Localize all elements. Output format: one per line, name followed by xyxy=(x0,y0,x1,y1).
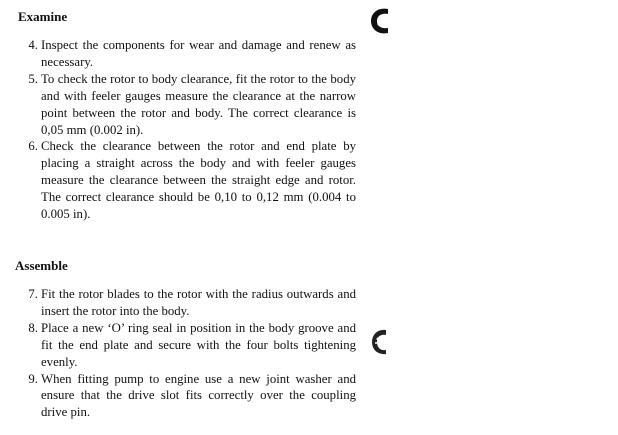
item-text: Check the clearance between the rotor and end plate by placing a straight across the body and with feeler gauges measure the clearance between the straight edge and rotor. The correct clearance should be 0,10 to 0,12 mm (0.004 to 0.005 in). xyxy=(41,139,356,222)
examine-heading: Examine xyxy=(18,9,68,24)
item-number: 9. xyxy=(28,371,38,386)
binder-hole-mark-icon xyxy=(368,327,392,357)
assemble-list xyxy=(18,286,356,421)
list-item xyxy=(18,371,356,422)
list-item xyxy=(18,286,356,320)
binder-hole-mark-icon xyxy=(368,6,394,36)
item-number: 7. xyxy=(28,287,38,301)
examine-list xyxy=(18,37,356,223)
item-text: To check the rotor to body clearance, fit the rotor to the body and with feeler gauges measure the clearance at the narrow point between the rotor and body. The correct clearance is 0,05 mm (0.002 in). xyxy=(41,71,356,137)
item-text: Place a new ‘O’ ring seal in position in the body groove and fit the end plate and secure with the four bolts tightening evenly. xyxy=(41,320,356,369)
item-number: 4. xyxy=(28,38,38,52)
list-item xyxy=(18,138,356,223)
item-text: Inspect the components for wear and damage and renew as necessary. xyxy=(41,38,356,69)
item-number: 6. xyxy=(28,139,38,154)
assemble-heading: Assemble xyxy=(15,258,68,273)
list-item xyxy=(18,71,356,139)
item-number: 8. xyxy=(28,320,38,335)
list-item xyxy=(18,320,356,371)
list-item xyxy=(18,37,356,71)
item-text: When fitting pump to engine use a new joint washer and ensure that the drive slot fits correctly over the coupling drive pin. xyxy=(41,371,356,420)
item-text: Fit the rotor blades to the rotor with the radius outwards and insert the rotor into the body. xyxy=(41,287,356,318)
item-number: 5. xyxy=(28,71,38,86)
